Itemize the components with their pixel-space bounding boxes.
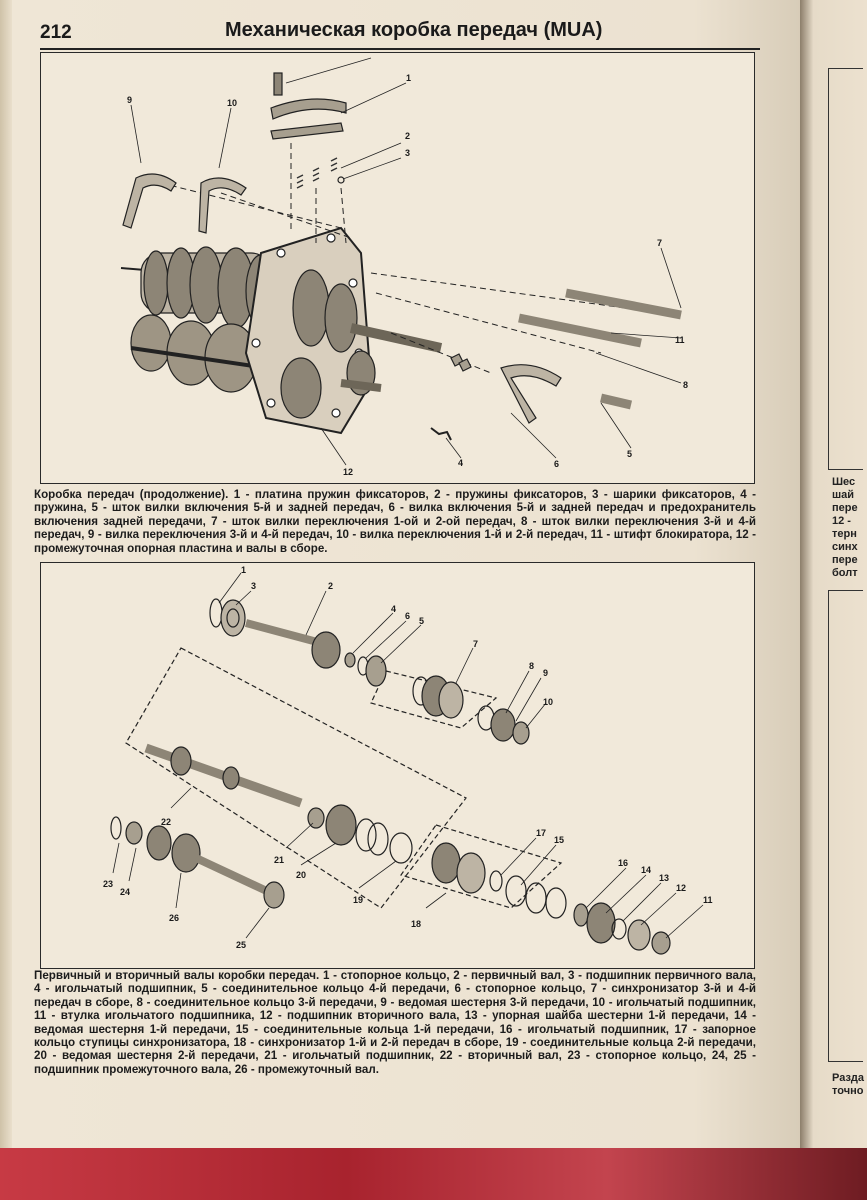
fig1-callout-2: 2 (405, 131, 411, 141)
fig2-callout-14: 14 (641, 865, 652, 875)
adjacent-figure-box-top (828, 68, 863, 470)
fig2-callout-9: 9 (543, 668, 549, 678)
shafts-drawing (41, 563, 754, 968)
fig2-callout-23: 23 (103, 879, 114, 889)
adjacent-text-top: Шес шай пере 12 - терн синх пере болт (832, 476, 858, 579)
figure1-caption: Коробка передач (продолжение). 1 - платина пружин фиксаторов, 2 - пружины фиксаторов, 3 - шарики фиксаторов, 4 - пружина, 5 - шток вилки включения 5-й и задней передач, 6 - вилка включения 5-й и задней передач и предохранитель включения задней передачи, 7 - шток вилки переключения 1-ой и 2-ой передач, 8 - шток вилки переключения 3-й и 4-й передач, 9 - вилка переключения 3-й и 4-й передач, 10 - вилка переключения 1-й и 2-й передач, 11 - штифт блокиратора, 12 - промежуточная опорная пластина и валы в сборе. (34, 488, 756, 555)
fig2-callout-1: 1 (241, 565, 247, 575)
fig2-callout-16: 16 (618, 858, 629, 868)
fig2-callout-15: 15 (554, 835, 565, 845)
fig2-callout-7: 7 (473, 639, 479, 649)
fig2-callout-6: 6 (405, 611, 411, 621)
fig2-callout-26: 26 (169, 913, 180, 923)
gearbox-drawing (41, 53, 754, 483)
fig2-callout-2: 2 (328, 581, 334, 591)
fig2-callout-19: 19 (353, 895, 364, 905)
figure-gearbox-exploded (40, 52, 755, 484)
fig1-callout-1: 1 (406, 73, 412, 83)
fig1-callout-8: 8 (683, 380, 689, 390)
fig2-callout-20: 20 (296, 870, 307, 880)
fig2-callout-22: 22 (161, 817, 172, 827)
figure2-callouts (103, 565, 713, 950)
figure-shafts-exploded (40, 562, 755, 969)
page-number: 212 (40, 22, 72, 43)
fig2-callout-25: 25 (236, 940, 247, 950)
fig2-callout-5: 5 (419, 616, 425, 626)
fig2-callout-3: 3 (251, 581, 257, 591)
fig1-callout-4: 4 (458, 458, 464, 468)
fig1-callout-7: 7 (657, 238, 663, 248)
fig2-callout-18: 18 (411, 919, 422, 929)
adjacent-figure-box-bottom (828, 590, 863, 1062)
book-cover-edge (0, 1148, 867, 1200)
adjacent-text-bottom: Разда точно (832, 1072, 865, 1097)
fig2-callout-24: 24 (120, 887, 131, 897)
fig2-callout-13: 13 (659, 873, 670, 883)
fig1-callout-3: 3 (405, 148, 411, 158)
page-edge-shadow (0, 0, 12, 1148)
fig2-callout-21: 21 (274, 855, 285, 865)
fig2-callout-4: 4 (391, 604, 397, 614)
fig1-callout-6: 6 (554, 459, 560, 469)
fig1-callout-9: 9 (127, 95, 133, 105)
fig1-callout-5: 5 (627, 449, 633, 459)
fig2-callout-11: 11 (703, 895, 713, 905)
fig1-callout-12: 12 (343, 467, 354, 477)
fig2-callout-17: 17 (536, 828, 547, 838)
running-title: Механическая коробка передач (MUA) (225, 19, 603, 41)
fig2-callout-10: 10 (543, 697, 554, 707)
page-header (40, 14, 760, 50)
fig1-callout-11: 11 (675, 335, 685, 345)
fig2-callout-12: 12 (676, 883, 687, 893)
fig1-callout-10: 10 (227, 98, 238, 108)
adjacent-page (800, 0, 867, 1148)
figure2-caption: Первичный и вторичный валы коробки передач. 1 - стопорное кольцо, 2 - первичный вал, 3 - подшипник первичного вала, 4 - игольчатый подшипник, 5 - соединительное кольцо 4-й передачи, 6 - стопорное кольцо, 7 - синхронизатор 3-й и 4-й передач в сборе, 8 - соединительное кольцо 3-й передачи, 9 - ведомая шестерня 3-й передачи, 10 - игольчатый подшипник, 11 - втулка игольчатого подшипника, 12 - подшипник вторичного вала, 13 - упорная шайба шестерни 1-й передачи, 14 - ведомая шестерня 1-й передачи, 15 - соединительные кольца 1-й передачи, 16 - игольчатый подшипник, 17 - запорное кольцо ступицы синхронизатора, 18 - синхронизатор 1-й и 2-й передач в сборе, 19 - соединительные кольца 2-й передачи, 20 - ведомая шестерня 2-й передачи, 21 - игольчатый подшипник, 22 - вторичный вал, 23 - стопорное кольцо, 24, 25 - подшипник промежуточного вала, 26 - промежуточный вал. (34, 969, 756, 1076)
fig2-callout-8: 8 (529, 661, 535, 671)
